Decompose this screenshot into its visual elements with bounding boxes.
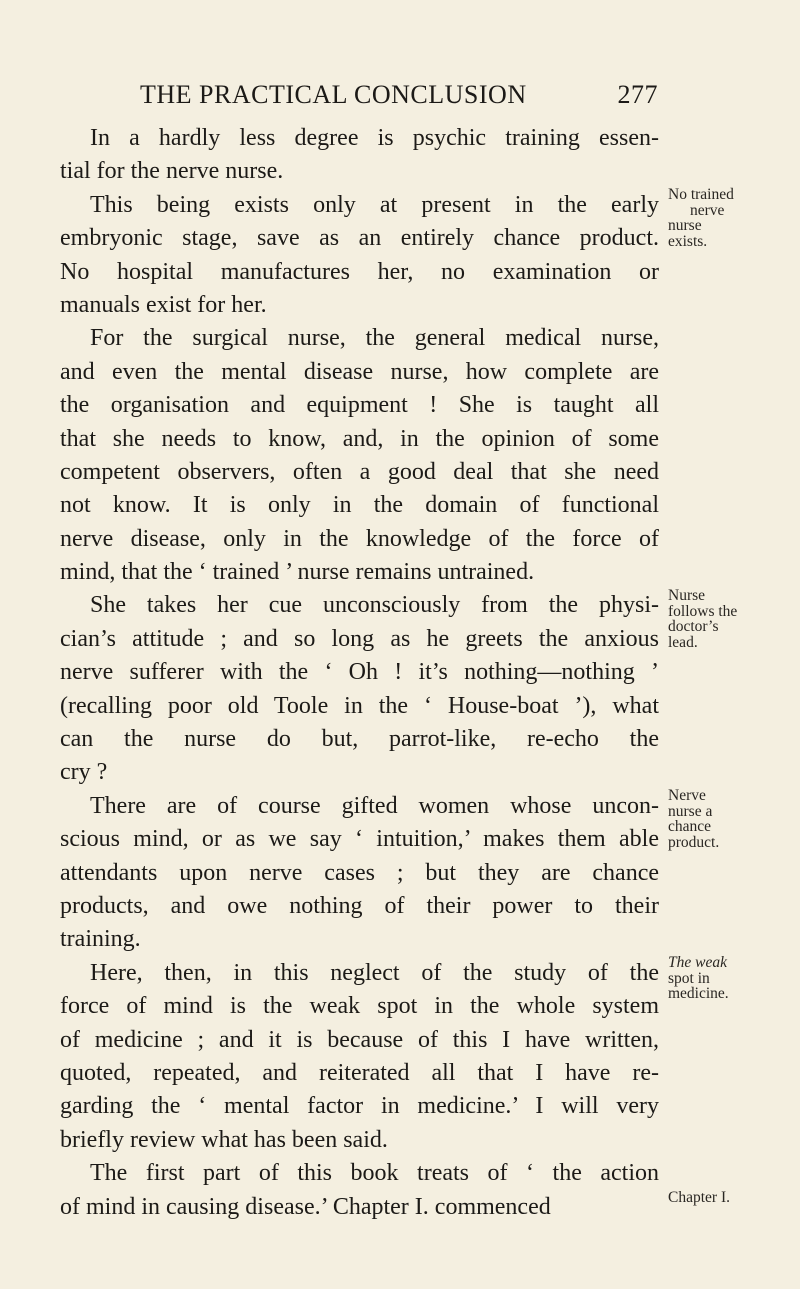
- sidenote-line: product.: [668, 833, 720, 851]
- text-line: manuals exist for her.: [60, 291, 267, 318]
- text-line: garding the ‘ mental factor in medicine.’ I will very: [60, 1093, 659, 1120]
- text-line: scious mind, or as we say ‘ intuition,’ makes them able: [60, 826, 659, 853]
- sidenote-nurse-follows-doctor: [668, 588, 798, 650]
- text-line: She takes her cue unconsciously from the physi-: [90, 592, 659, 619]
- sidenote-line: nerve: [690, 201, 725, 219]
- text-line: mind, that the ‘ trained ’ nurse remains untrained.: [60, 559, 535, 586]
- text-line: briefly review what has been said.: [60, 1126, 388, 1153]
- sidenote-line: lead.: [668, 633, 698, 651]
- sidenote-line: spot in: [668, 969, 710, 987]
- sidenote-weak-spot: [668, 955, 798, 1002]
- text-line: cry ?: [60, 759, 108, 786]
- text-line: the organisation and equipment ! She is taught all: [60, 392, 659, 419]
- text-line: cian’s attitude ; and so long as he greets the anxious: [60, 625, 659, 652]
- running-title: THE PRACTICAL CONCLUSION: [140, 80, 527, 109]
- text-line: of mind in causing disease.’ Chapter I. commenced: [60, 1193, 551, 1220]
- text-line: force of mind is the weak spot in the whole system: [60, 993, 659, 1020]
- page-header: [140, 80, 658, 114]
- text-line: nerve disease, only in the knowledge of the force of: [60, 525, 659, 552]
- sidenote-nerve-nurse-chance: [668, 788, 798, 850]
- sidenote-line: No trained: [668, 186, 734, 203]
- sidenote-line: medicine.: [668, 985, 729, 1002]
- text-line: and even the mental disease nurse, how complete are: [60, 358, 659, 385]
- sidenote-no-trained-nerve-nurse: [668, 187, 798, 249]
- text-line: not know. It is only in the domain of functional: [60, 492, 659, 519]
- sidenote-line: Nurse: [668, 587, 706, 604]
- text-line: For the surgical nurse, the general medical nurse,: [90, 325, 659, 352]
- text-line: Here, then, in this neglect of the study of the: [90, 959, 659, 986]
- text-line: training.: [60, 926, 141, 953]
- text-line: can the nurse do but, parrot-like, re-echo the: [60, 726, 659, 753]
- text-line: (recalling poor old Toole in the ‘ House-boat ’), what: [60, 692, 659, 719]
- sidenote-line: doctor’s: [668, 618, 719, 635]
- sidenote-line: Nerve: [668, 787, 706, 804]
- sidenote-line: nurse: [668, 217, 702, 234]
- text-line: tial for the nerve nurse.: [60, 158, 284, 185]
- sidenote-line: Chapter I.: [668, 1189, 730, 1206]
- sidenote-italic-word: The weak: [668, 954, 727, 971]
- body-text: [60, 122, 659, 1224]
- text-line: nerve sufferer with the ‘ Oh ! it’s nothing—nothing ’: [60, 659, 659, 686]
- text-line: embryonic stage, save as an entirely chance product.: [60, 225, 659, 252]
- sidenote-line: follows the: [668, 602, 738, 620]
- sidenote-line: nurse a: [668, 802, 713, 820]
- text-line: of medicine ; and it is because of this I have written,: [60, 1026, 659, 1053]
- text-line: In a hardly less degree is psychic training essen-: [90, 125, 659, 151]
- text-line: competent observers, often a good deal that she need: [60, 458, 659, 485]
- text-line: that she needs to know, and, in the opinion of some: [60, 425, 659, 452]
- text-line: There are of course gifted women whose uncon-: [90, 792, 659, 819]
- sidenote-line: [668, 955, 798, 971]
- text-line: attendants upon nerve cases ; but they are chance: [60, 859, 659, 886]
- sidenote-line: exists.: [668, 232, 708, 250]
- sidenote-chapter-one: [668, 1190, 798, 1206]
- text-line: No hospital manufactures her, no examination or: [60, 258, 659, 285]
- text-line: quoted, repeated, and reiterated all that I have re-: [60, 1059, 659, 1086]
- text-line: The first part of this book treats of ‘ the action: [90, 1160, 659, 1187]
- sidenote-line: chance: [668, 818, 712, 835]
- text-line: products, and owe nothing of their power to their: [60, 892, 659, 919]
- text-line: This being exists only at present in the early: [90, 191, 659, 218]
- page-number: 277: [617, 80, 658, 109]
